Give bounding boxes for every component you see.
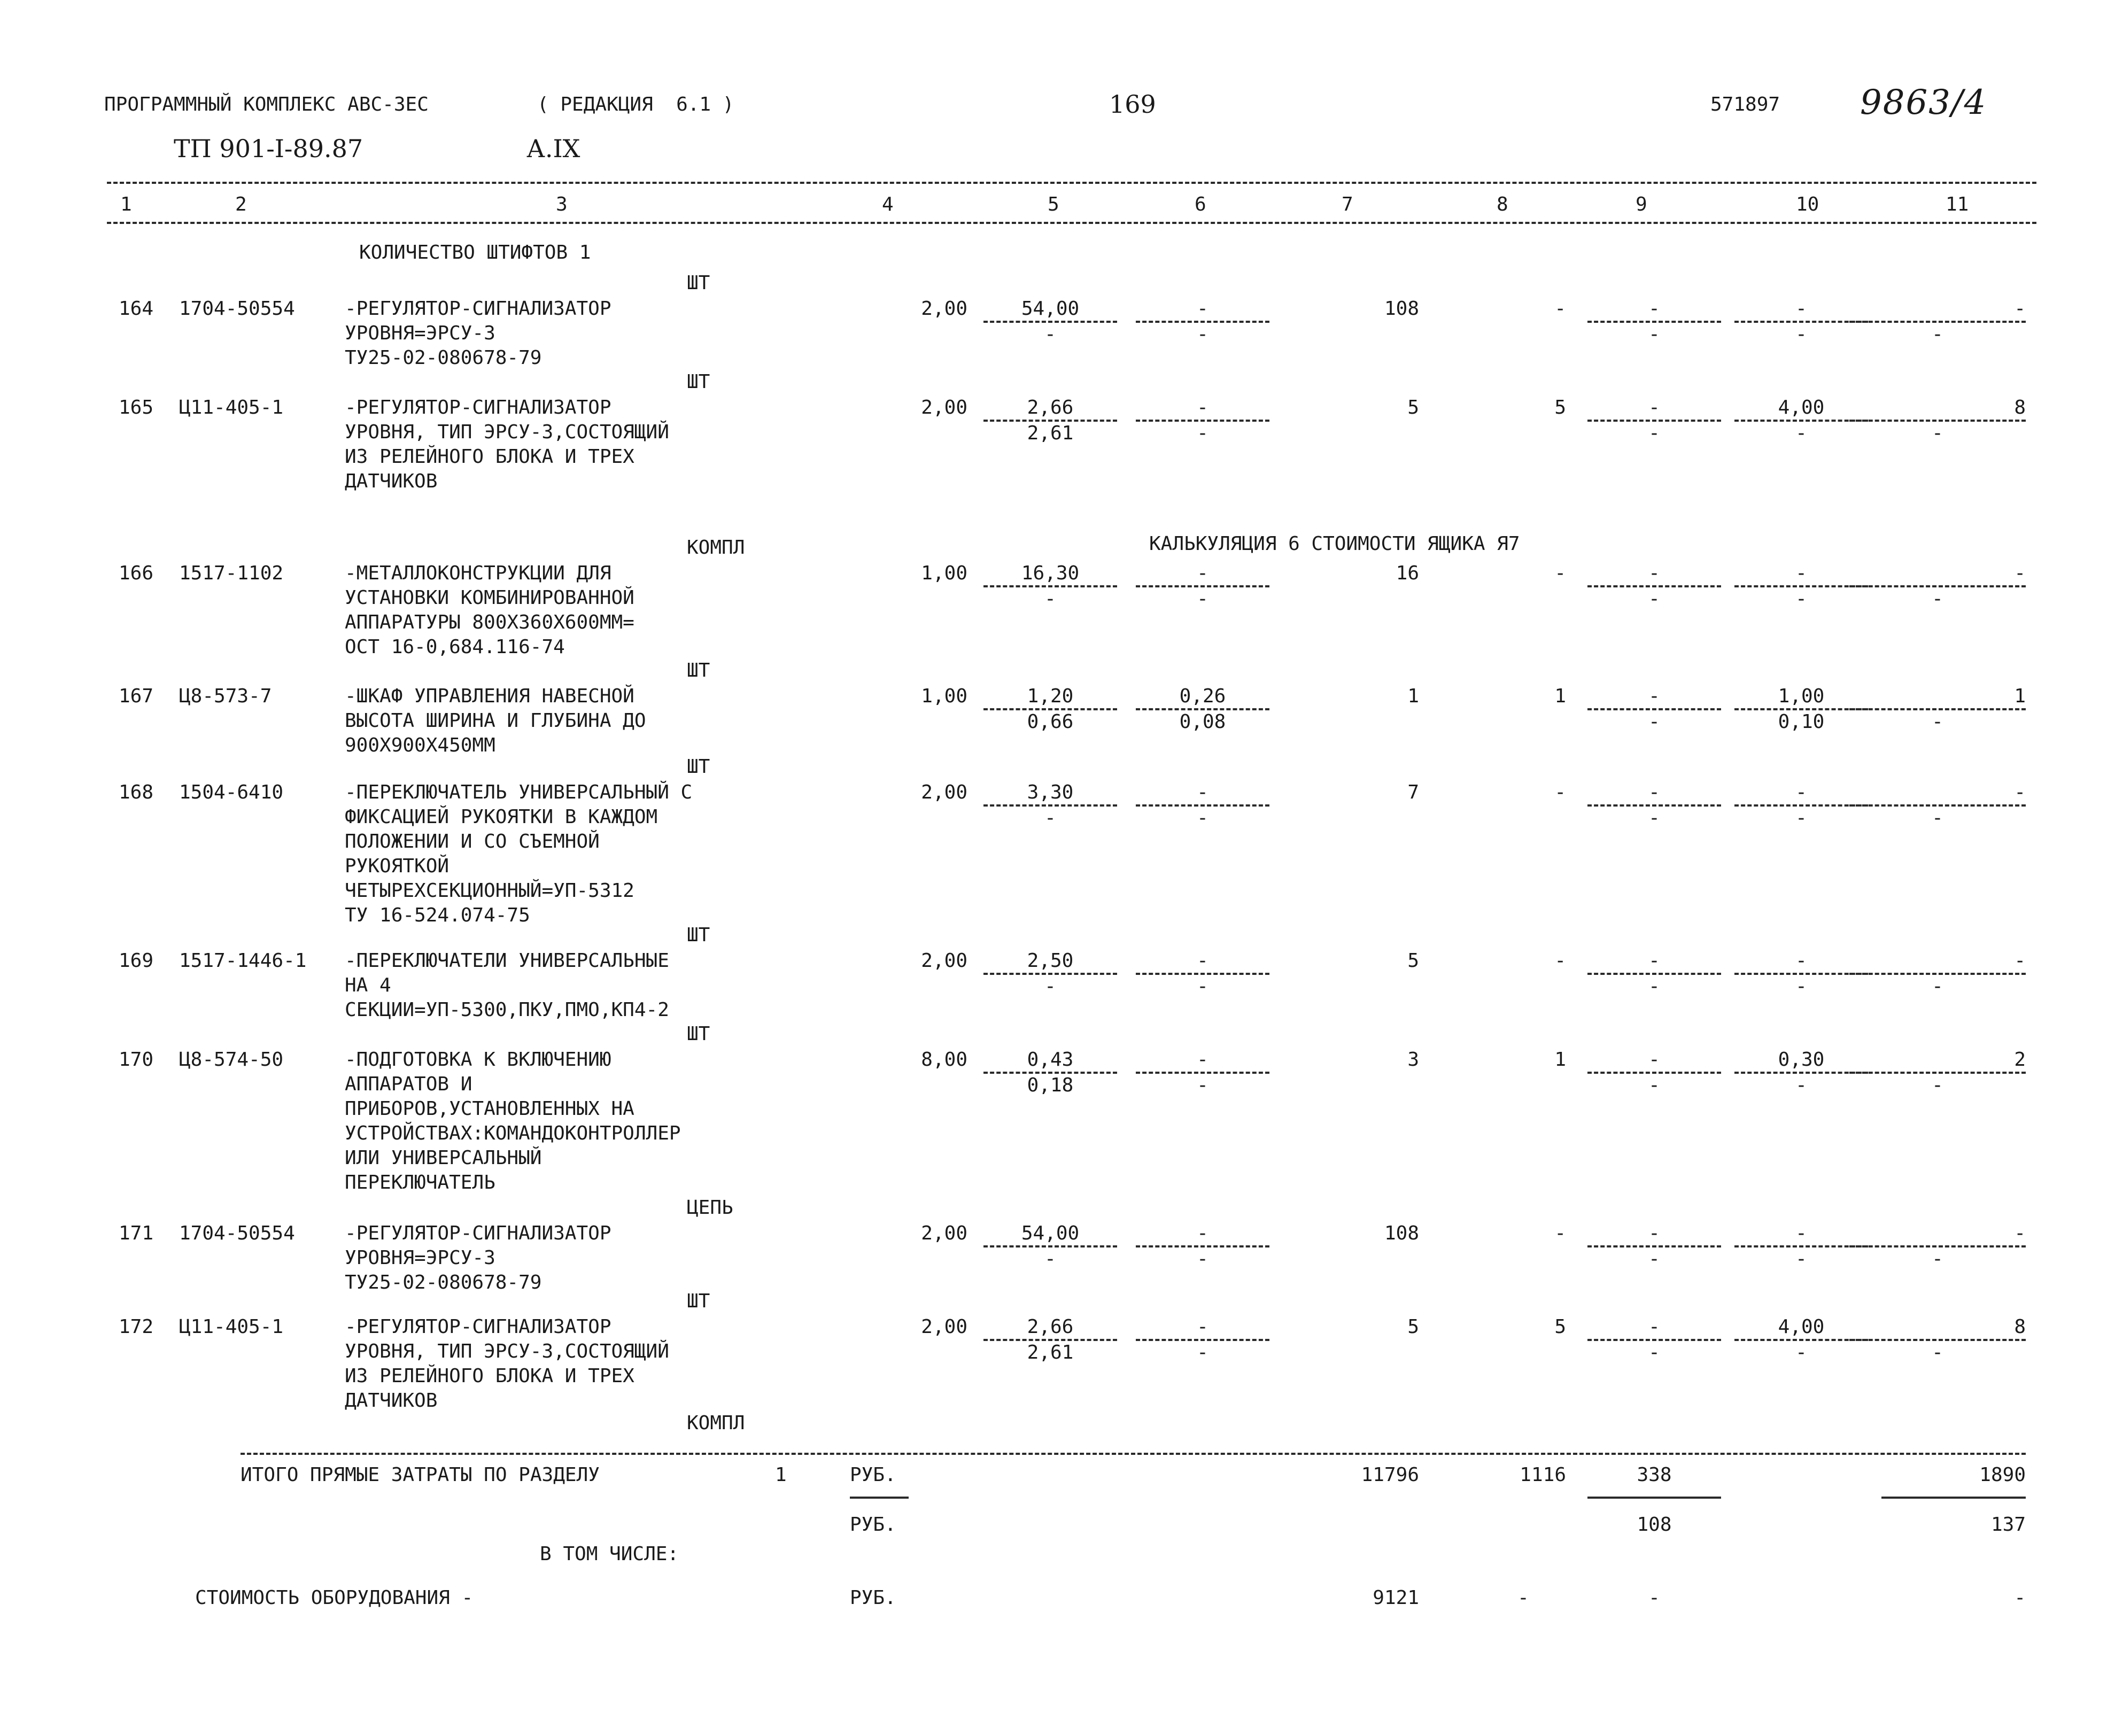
col8-value: - [1554, 562, 1566, 584]
col9-value: - [1648, 781, 1660, 803]
value-separator [1136, 1339, 1269, 1341]
col5-value: 3,30 [1027, 781, 1074, 803]
price-code: 1517-1446-1 [179, 950, 307, 972]
col6-subvalue: 0,08 [1179, 711, 1226, 733]
description-line: НА 4 [345, 974, 391, 996]
totals-col11-b: 137 [1990, 1514, 2026, 1536]
col5-subvalue: 0,66 [1027, 711, 1074, 733]
col11-value: - [2014, 298, 2026, 320]
col8-value: 1 [1554, 1049, 1566, 1071]
col6-subvalue: - [1197, 807, 1208, 829]
quantity: 8,00 [921, 1049, 967, 1071]
col9-subvalue: - [1648, 1074, 1660, 1096]
description-line: УСТАНОВКИ КОМБИНИРОВАННОЙ [345, 587, 634, 609]
description-line: ИЗ РЕЛЕЙНОГО БЛОКА И ТРЕХ [345, 1365, 634, 1387]
description-line: АППАРАТУРЫ 800X360X600ММ= [345, 611, 634, 633]
col6-value: - [1197, 950, 1208, 972]
value-separator [983, 973, 1117, 975]
unit-label: КОМПЛ [687, 1412, 745, 1434]
row-number: 168 [119, 781, 154, 803]
col7-value: 5 [1407, 1316, 1419, 1338]
value-separator [1849, 1245, 2026, 1247]
document-code: 571897 [1710, 94, 1780, 115]
description-line: 900X900X450ММ [345, 734, 495, 756]
unit-label: ШТ [687, 371, 710, 393]
currency-underline [850, 1497, 909, 1499]
unit-label: ЦЕПЬ [687, 1197, 733, 1219]
col9-value: - [1648, 950, 1660, 972]
col5-subvalue: 0,18 [1027, 1074, 1074, 1096]
col11-subvalue: - [1932, 588, 1943, 610]
col10-subvalue: - [1795, 323, 1807, 345]
description-line: -ПОДГОТОВКА К ВКЛЮЧЕНИЮ [345, 1049, 611, 1071]
col9-subvalue: - [1648, 1342, 1660, 1363]
quantity: 2,00 [921, 1222, 967, 1244]
quantity: 2,00 [921, 781, 967, 803]
col7-value: 3 [1407, 1049, 1419, 1071]
row-number: 167 [119, 685, 154, 707]
col10-value: - [1795, 1222, 1807, 1244]
col11-underline [1881, 1497, 2026, 1499]
equipment-col11: - [2014, 1587, 2026, 1609]
col5-subvalue: 2,61 [1027, 422, 1074, 444]
price-code: Ц11-405-1 [179, 397, 284, 418]
col8-value: - [1554, 781, 1566, 803]
col7-value: 1 [1407, 685, 1419, 707]
value-separator [1849, 973, 2026, 975]
col9-subvalue: - [1648, 711, 1660, 733]
row-number: 165 [119, 397, 154, 418]
col10-value: 4,00 [1778, 397, 1825, 418]
col5-subvalue: 2,61 [1027, 1342, 1074, 1363]
value-separator [1734, 708, 1868, 710]
description-line: -РЕГУЛЯТОР-СИГНАЛИЗАТОР [345, 397, 611, 418]
col9-subvalue: - [1648, 588, 1660, 610]
totals-col8: 1116 [1520, 1464, 1566, 1486]
equipment-currency: РУБ. [850, 1587, 896, 1609]
col8-value: 5 [1554, 1316, 1566, 1338]
description-line: ПЕРЕКЛЮЧАТЕЛЬ [345, 1172, 495, 1194]
column-number: 6 [1195, 193, 1206, 215]
row-number: 169 [119, 950, 154, 972]
unit-label: ШТ [687, 924, 710, 946]
description-line: -МЕТАЛЛОКОНСТРУКЦИИ ДЛЯ [345, 562, 611, 584]
intro-text: КОЛИЧЕСТВО ШТИФТОВ 1 [359, 242, 591, 264]
col10-value: - [1795, 562, 1807, 584]
description-line: ДАТЧИКОВ [345, 1390, 438, 1412]
col6-subvalue: - [1197, 1248, 1208, 1270]
edition-label: ( РЕДАКЦИЯ 6.1 ) [537, 94, 734, 115]
totals-currency: РУБ. [850, 1464, 896, 1486]
col11-subvalue: - [1932, 1248, 1943, 1270]
col5-subvalue: - [1044, 1248, 1056, 1270]
totals-label: ИТОГО ПРЯМЫЕ ЗАТРАТЫ ПО РАЗДЕЛУ [241, 1464, 600, 1486]
description-line: ДАТЧИКОВ [345, 470, 438, 492]
value-separator [1587, 708, 1721, 710]
col10-subvalue: - [1795, 422, 1807, 444]
equipment-label: СТОИМОСТЬ ОБОРУДОВАНИЯ - [195, 1587, 474, 1609]
col10-subvalue: 0,10 [1778, 711, 1825, 733]
col11-subvalue: - [1932, 975, 1943, 997]
section-title: КАЛЬКУЛЯЦИЯ 6 СТОИМОСТИ ЯЩИКА Я7 [1149, 533, 1520, 555]
column-number: 11 [1946, 193, 1969, 215]
description-line: ТУ25-02-080678-79 [345, 1272, 542, 1293]
col6-value: - [1197, 562, 1208, 584]
col9-value: - [1648, 397, 1660, 418]
value-separator [1136, 420, 1269, 422]
handwritten-stamp: 9863/4 [1860, 83, 1987, 122]
program-title: ПРОГРАММНЫЙ КОМПЛЕКС АВС-ЗЕС [104, 94, 429, 115]
description-line: -ШКАФ УПРАВЛЕНИЯ НАВЕСНОЙ [345, 685, 634, 707]
col9-subvalue: - [1648, 807, 1660, 829]
col7-value: 5 [1407, 397, 1419, 418]
col5-value: 2,66 [1027, 397, 1074, 418]
col7-value: 16 [1396, 562, 1419, 584]
col10-value: - [1795, 781, 1807, 803]
description-line: УРОВНЯ=ЭРСУ-3 [345, 322, 495, 344]
price-code: 1704-50554 [179, 1222, 295, 1244]
col10-subvalue: - [1795, 588, 1807, 610]
row-number: 171 [119, 1222, 154, 1244]
value-separator [1587, 804, 1721, 807]
quantity: 2,00 [921, 950, 967, 972]
description-line: -РЕГУЛЯТОР-СИГНАЛИЗАТОР [345, 298, 611, 320]
value-separator [983, 585, 1117, 587]
col5-subvalue: - [1044, 975, 1056, 997]
description-line: ПРИБОРОВ,УСТАНОВЛЕННЫХ НА [345, 1098, 634, 1120]
column-number: 10 [1796, 193, 1819, 215]
col10-value: - [1795, 950, 1807, 972]
col10-subvalue: - [1795, 1342, 1807, 1363]
description-line: УРОВНЯ, ТИП ЭРСУ-3,СОСТОЯЩИЙ [345, 1340, 669, 1362]
row-number: 172 [119, 1316, 154, 1338]
value-separator [1734, 1072, 1868, 1074]
value-separator [1136, 1072, 1269, 1074]
col10-value: 4,00 [1778, 1316, 1825, 1338]
totals-currency-2: РУБ. [850, 1514, 896, 1536]
description-line: -ПЕРЕКЛЮЧАТЕЛИ УНИВЕРСАЛЬНЫЕ [345, 950, 669, 972]
col9-underline [1587, 1497, 1721, 1499]
price-code: Ц8-573-7 [179, 685, 272, 707]
value-separator [1587, 420, 1721, 422]
description-line: РУКОЯТКОЙ [345, 855, 450, 877]
col5-value: 0,43 [1027, 1049, 1074, 1071]
col8-value: - [1554, 1222, 1566, 1244]
col9-value: - [1648, 298, 1660, 320]
col11-value: 8 [2014, 397, 2026, 418]
col7-value: 5 [1407, 950, 1419, 972]
row-number: 166 [119, 562, 154, 584]
col6-value: - [1197, 298, 1208, 320]
col6-value: 0,26 [1179, 685, 1226, 707]
value-separator [1734, 321, 1868, 323]
quantity: 2,00 [921, 1316, 967, 1338]
unit-label: ШТ [687, 272, 710, 294]
col6-subvalue: - [1197, 1074, 1208, 1096]
col9-subvalue: - [1648, 422, 1660, 444]
description-line: ИЛИ УНИВЕРСАЛЬНЫЙ [345, 1147, 542, 1169]
totals-col7: 11796 [1361, 1464, 1419, 1486]
value-separator [1734, 1339, 1868, 1341]
value-separator [1136, 321, 1269, 323]
value-separator [1136, 708, 1269, 710]
description-line: ТУ 16-524.074-75 [345, 904, 530, 926]
totals-col11: 1890 [1979, 1464, 2026, 1486]
col9-value: - [1648, 685, 1660, 707]
col5-value: 54,00 [1021, 1222, 1080, 1244]
album-label: А.IX [526, 134, 580, 163]
col5-value: 16,30 [1021, 562, 1080, 584]
col5-value: 1,20 [1027, 685, 1074, 707]
col10-subvalue: - [1795, 1074, 1807, 1096]
description-line: ИЗ РЕЛЕЙНОГО БЛОКА И ТРЕХ [345, 446, 634, 468]
description-line: АППАРАТОВ И [345, 1073, 472, 1095]
price-code: Ц8-574-50 [179, 1049, 284, 1071]
col9-value: - [1648, 1049, 1660, 1071]
quantity: 2,00 [921, 298, 967, 320]
col5-subvalue: - [1044, 807, 1056, 829]
col9-value: - [1648, 562, 1660, 584]
col6-subvalue: - [1197, 975, 1208, 997]
col9-value: - [1648, 1316, 1660, 1338]
description-line: УРОВНЯ=ЭРСУ-3 [345, 1247, 495, 1269]
price-code: 1704-50554 [179, 298, 295, 320]
column-number: 2 [235, 193, 247, 215]
value-separator [1587, 321, 1721, 323]
value-separator [1734, 804, 1868, 807]
col9-subvalue: - [1648, 975, 1660, 997]
col11-subvalue: - [1932, 323, 1943, 345]
column-number: 9 [1636, 193, 1647, 215]
col11-value: 8 [2014, 1316, 2026, 1338]
value-separator [1849, 1072, 2026, 1074]
value-separator [1587, 1072, 1721, 1074]
col10-subvalue: - [1795, 975, 1807, 997]
description-line: -ПЕРЕКЛЮЧАТЕЛЬ УНИВЕРСАЛЬНЫЙ С [345, 781, 693, 803]
value-separator [1849, 321, 2026, 323]
col11-subvalue: - [1932, 422, 1943, 444]
col7-value: 7 [1407, 781, 1419, 803]
totals-section-number: 1 [775, 1464, 787, 1486]
totals-rule [241, 1453, 2026, 1455]
equipment-col7: 9121 [1373, 1587, 1419, 1609]
value-separator [983, 1072, 1117, 1074]
col6-value: - [1197, 397, 1208, 418]
row-number: 164 [119, 298, 154, 320]
col6-subvalue: - [1197, 588, 1208, 610]
column-number: 7 [1342, 193, 1353, 215]
unit-label: ШТ [687, 1290, 710, 1312]
totals-col9: 338 [1637, 1464, 1672, 1486]
value-separator [1734, 973, 1868, 975]
value-separator [1734, 420, 1868, 422]
col9-subvalue: - [1648, 323, 1660, 345]
column-number: 5 [1048, 193, 1059, 215]
value-separator [1734, 1245, 1868, 1247]
description-line: -РЕГУЛЯТОР-СИГНАЛИЗАТОР [345, 1222, 611, 1244]
description-line: СЕКЦИИ=УП-5300,ПКУ,ПМО,КП4-2 [345, 999, 669, 1021]
col6-value: - [1197, 1316, 1208, 1338]
col8-value: - [1554, 298, 1566, 320]
value-separator [983, 420, 1117, 422]
col6-subvalue: - [1197, 1342, 1208, 1363]
col9-value: - [1648, 1222, 1660, 1244]
description-line: ОСТ 16-0,684.116-74 [345, 636, 565, 658]
description-line: ЧЕТЫРЕХСЕКЦИОННЫЙ=УП-5312 [345, 880, 634, 902]
value-separator [1587, 1339, 1721, 1341]
col6-value: - [1197, 781, 1208, 803]
col9-subvalue: - [1648, 1248, 1660, 1270]
col8-value: - [1554, 950, 1566, 972]
value-separator [1734, 585, 1868, 587]
unit-label: КОМПЛ [687, 537, 745, 559]
description-line: УРОВНЯ, ТИП ЭРСУ-3,СОСТОЯЩИЙ [345, 421, 669, 443]
value-separator [1587, 585, 1721, 587]
description-line: ПОЛОЖЕНИИ И СО СЪЕМНОЙ [345, 831, 600, 852]
col11-subvalue: - [1932, 711, 1943, 733]
unit-label: ШТ [687, 660, 710, 681]
col10-subvalue: - [1795, 1248, 1807, 1270]
col8-value: 5 [1554, 397, 1566, 418]
col5-subvalue: - [1044, 588, 1056, 610]
value-separator [1587, 973, 1721, 975]
col8-value: 1 [1554, 685, 1566, 707]
value-separator [983, 804, 1117, 807]
col10-subvalue: - [1795, 807, 1807, 829]
column-number: 4 [882, 193, 894, 215]
value-separator [983, 321, 1117, 323]
value-separator [983, 1245, 1117, 1247]
col5-value: 2,66 [1027, 1316, 1074, 1338]
col5-value: 2,50 [1027, 950, 1074, 972]
description-line: ВЫСОТА ШИРИНА И ГЛУБИНА ДО [345, 710, 646, 732]
col7-value: 108 [1384, 298, 1419, 320]
col6-value: - [1197, 1049, 1208, 1071]
description-line: ФИКСАЦИЕЙ РУКОЯТКИ В КАЖДОМ [345, 806, 658, 828]
col5-value: 54,00 [1021, 298, 1080, 320]
quantity: 1,00 [921, 562, 967, 584]
page-number: 169 [1109, 90, 1156, 119]
col10-value: - [1795, 298, 1807, 320]
unit-label: ШТ [687, 756, 710, 778]
col11-value: - [2014, 1222, 2026, 1244]
value-separator [1849, 585, 2026, 587]
col10-value: 0,30 [1778, 1049, 1825, 1071]
price-code: Ц11-405-1 [179, 1316, 284, 1338]
col11-subvalue: - [1932, 807, 1943, 829]
col6-subvalue: - [1197, 323, 1208, 345]
col11-value: 2 [2014, 1049, 2026, 1071]
value-separator [983, 708, 1117, 710]
value-separator [1136, 585, 1269, 587]
column-number: 3 [556, 193, 568, 215]
col6-subvalue: - [1197, 422, 1208, 444]
quantity: 1,00 [921, 685, 967, 707]
col6-value: - [1197, 1222, 1208, 1244]
value-separator [983, 1339, 1117, 1341]
col7-value: 108 [1384, 1222, 1419, 1244]
value-separator [1849, 708, 2026, 710]
header-rule-top [107, 182, 2036, 184]
quantity: 2,00 [921, 397, 967, 418]
value-separator [1136, 804, 1269, 807]
col11-value: - [2014, 781, 2026, 803]
value-separator [1849, 804, 2026, 807]
equipment-col8: - [1517, 1587, 1529, 1609]
including-label: В ТОМ ЧИСЛЕ: [540, 1543, 679, 1565]
column-number: 1 [120, 193, 132, 215]
col11-value: 1 [2014, 685, 2026, 707]
price-code: 1504-6410 [179, 781, 284, 803]
unit-label: ШТ [687, 1023, 710, 1045]
description-line: -РЕГУЛЯТОР-СИГНАЛИЗАТОР [345, 1316, 611, 1338]
col10-value: 1,00 [1778, 685, 1825, 707]
value-separator [1136, 973, 1269, 975]
description-line: ТУ25-02-080678-79 [345, 347, 542, 369]
row-number: 170 [119, 1049, 154, 1071]
col11-value: - [2014, 562, 2026, 584]
description-line: УСТРОЙСТВАХ:КОМАНДОКОНТРОЛЛЕР [345, 1122, 681, 1144]
column-number: 8 [1497, 193, 1508, 215]
col5-subvalue: - [1044, 323, 1056, 345]
price-code: 1517-1102 [179, 562, 284, 584]
col11-subvalue: - [1932, 1342, 1943, 1363]
col11-value: - [2014, 950, 2026, 972]
value-separator [1849, 1339, 2026, 1341]
value-separator [1136, 1245, 1269, 1247]
col11-subvalue: - [1932, 1074, 1943, 1096]
value-separator [1849, 420, 2026, 422]
equipment-col9: - [1648, 1587, 1660, 1609]
value-separator [1587, 1245, 1721, 1247]
project-code: ТП 901-I-89.87 [174, 134, 363, 163]
totals-col9-b: 108 [1637, 1514, 1672, 1536]
header-rule-bottom [107, 222, 2036, 224]
